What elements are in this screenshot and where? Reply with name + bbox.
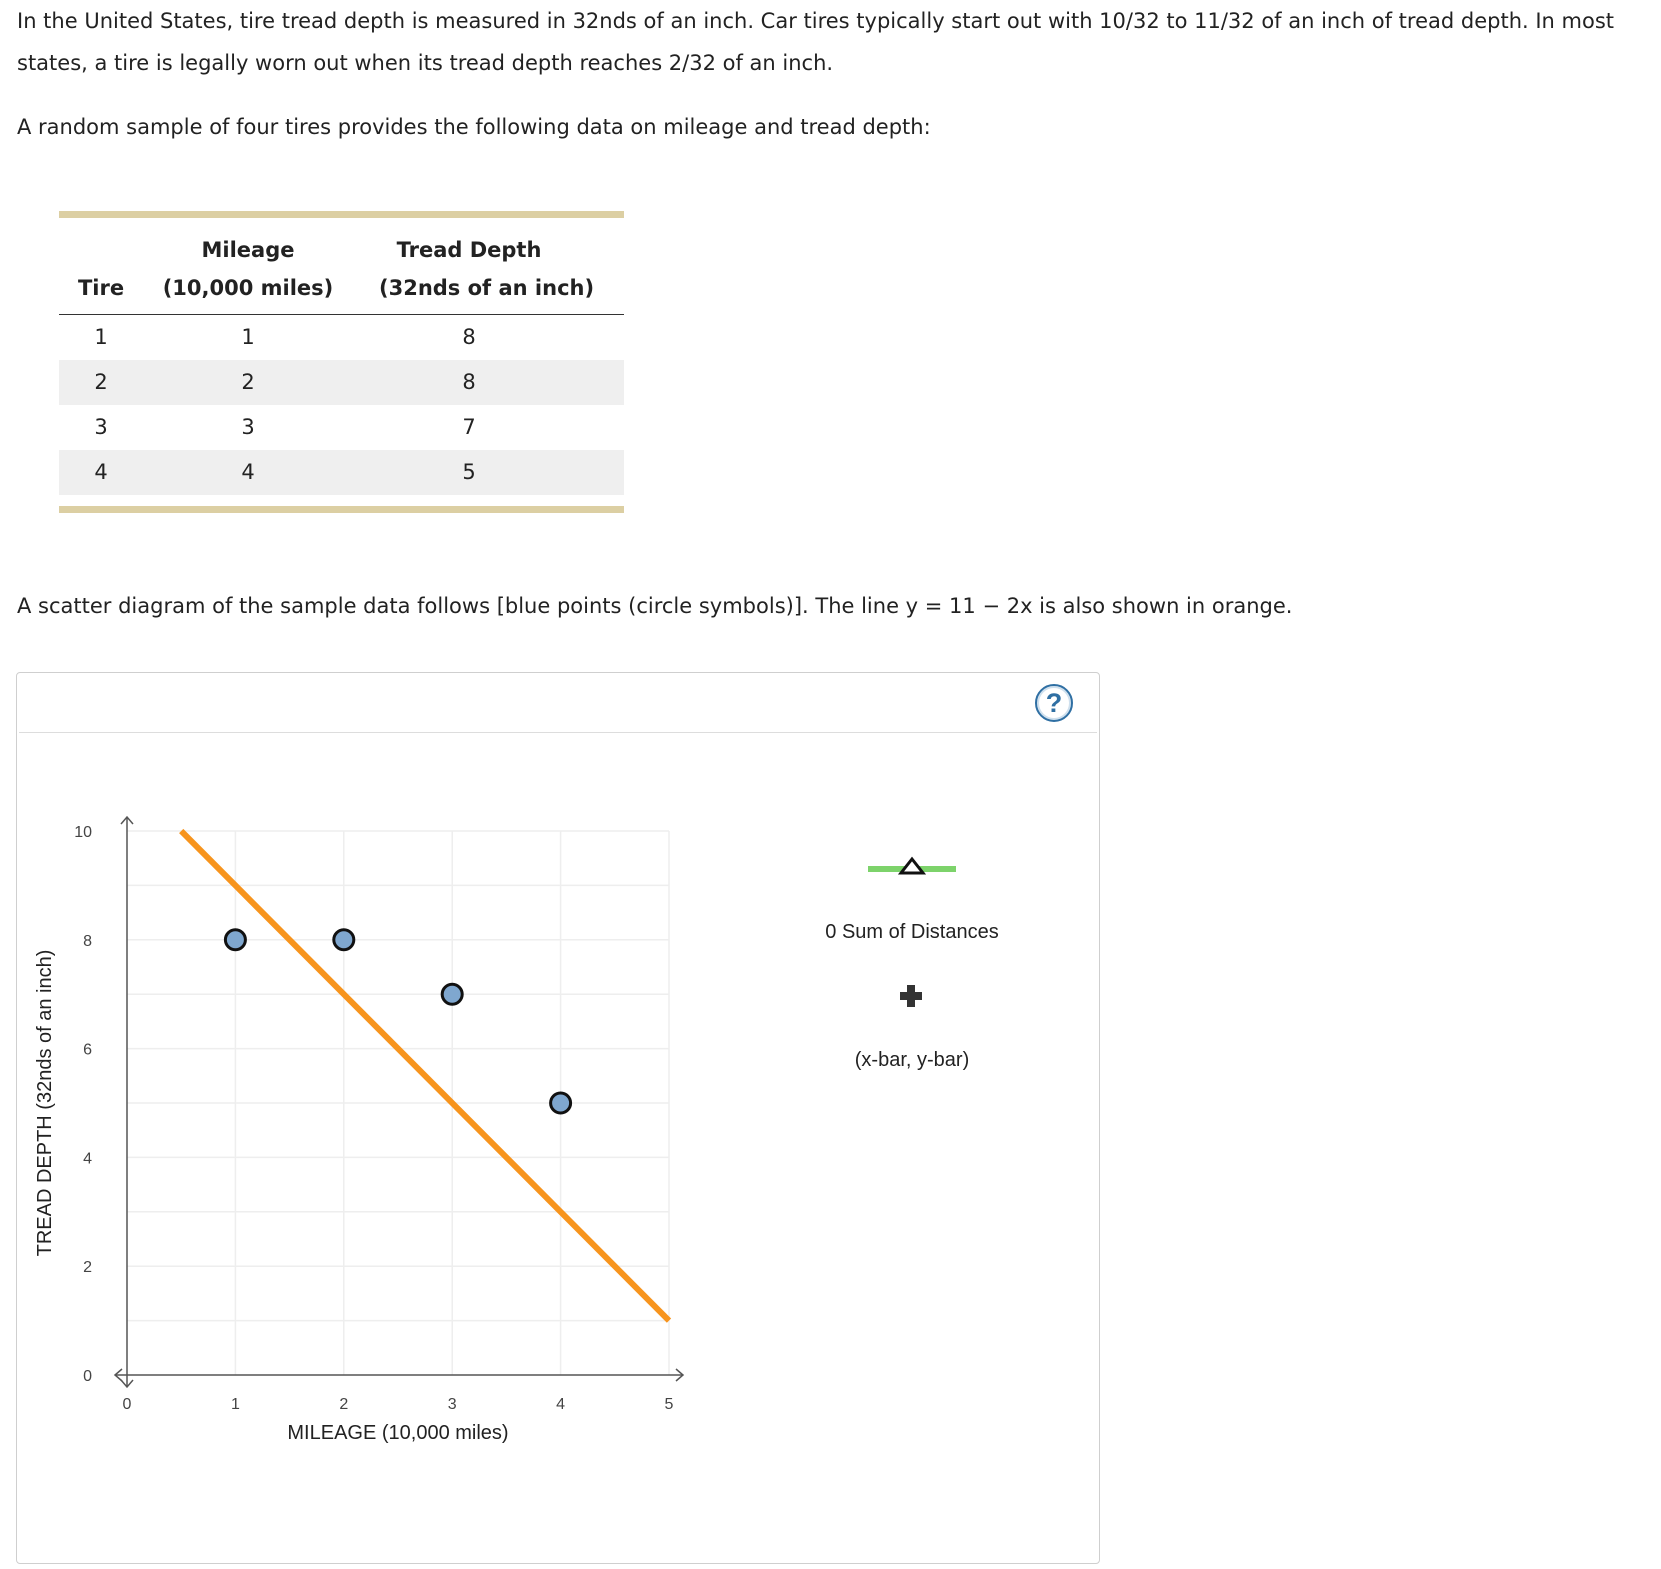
cell-mileage: 1 — [241, 325, 255, 349]
orange-line[interactable] — [181, 831, 669, 1321]
cell-mileage: 2 — [241, 370, 255, 394]
y-tick-label: 4 — [83, 1150, 92, 1168]
table-header — [59, 218, 624, 315]
chart-axes — [115, 817, 683, 1387]
y-tick-label: 10 — [74, 824, 92, 841]
data-point[interactable] — [225, 930, 245, 950]
header-mileage-unit: (10,000 miles) — [162, 276, 334, 300]
y-tick-label: 2 — [83, 1259, 92, 1277]
intro-paragraph: In the United States, tire tread depth is measured in 32nds of an inch. Car tires typically start out with 10/32 to 11/32 of an inch of tread depth. In most states, a tire is legally worn out when its tread depth reaches 2/32 of an inch. — [17, 9, 1615, 75]
mean-point-tool[interactable] — [899, 984, 923, 1008]
y-axis-title: TREAD DEPTH (32nds of an inch) — [34, 949, 56, 1257]
x-tick-label: 5 — [664, 1396, 674, 1413]
table-row — [59, 405, 624, 450]
sum-of-distances-tool[interactable] — [868, 855, 956, 879]
x-tick-label: 0 — [122, 1396, 132, 1413]
data-point[interactable] — [442, 984, 462, 1004]
scatter-chart — [17, 673, 1099, 1563]
distance-tool-icon — [868, 855, 956, 879]
data-point[interactable] — [551, 1093, 571, 1113]
table-top-rule — [59, 211, 624, 218]
header-tread-depth: Tread Depth — [396, 238, 542, 262]
cell-tread-depth: 8 — [462, 325, 476, 349]
x-tick-label: 4 — [556, 1396, 566, 1413]
scatter-intro-paragraph: A scatter diagram of the sample data follows [blue points (circle symbols)]. The line y = 11 − 2x is also shown in orange. — [17, 594, 1293, 618]
x-axis-title: MILEAGE (10,000 miles) — [287, 1422, 509, 1444]
y-tick-label: 0 — [83, 1368, 92, 1385]
cell-tread-depth: 5 — [462, 460, 476, 484]
header-mileage: Mileage — [201, 238, 295, 262]
y-tick-label: 8 — [83, 932, 92, 950]
x-tick-label: 1 — [230, 1396, 240, 1413]
x-tick-label: 2 — [339, 1396, 349, 1413]
table-row — [59, 315, 624, 360]
x-tick-label: 3 — [447, 1396, 457, 1413]
data-table — [59, 211, 624, 513]
table-row — [59, 450, 624, 495]
cell-tire: 1 — [94, 325, 108, 349]
mean-point-label: (x-bar, y-bar) — [854, 1049, 970, 1071]
cell-tire: 4 — [94, 460, 108, 484]
cell-tire: 3 — [94, 415, 108, 439]
cell-tread-depth: 8 — [462, 370, 476, 394]
plus-icon — [899, 984, 923, 1008]
sample-intro-paragraph: A random sample of four tires provides the following data on mileage and tread depth: — [17, 115, 931, 139]
chart-grid — [127, 831, 669, 1375]
cell-tire: 2 — [94, 370, 108, 394]
fitted-line-layer — [181, 831, 669, 1321]
cell-mileage: 4 — [241, 460, 255, 484]
help-button[interactable]: ? — [1035, 684, 1073, 722]
cell-mileage: 3 — [241, 415, 255, 439]
data-points — [225, 930, 570, 1113]
header-tire: Tire — [77, 276, 125, 300]
data-point[interactable] — [334, 930, 354, 950]
y-tick-label: 6 — [83, 1041, 92, 1059]
sum-of-distances-label: 0 Sum of Distances — [825, 921, 999, 943]
cell-tread-depth: 7 — [462, 415, 476, 439]
table-row — [59, 360, 624, 405]
header-tread-depth-unit: (32nds of an inch) — [379, 276, 595, 300]
chart-labels — [34, 824, 674, 1444]
table-bottom-rule — [59, 506, 624, 513]
graph-panel — [16, 672, 1100, 1564]
